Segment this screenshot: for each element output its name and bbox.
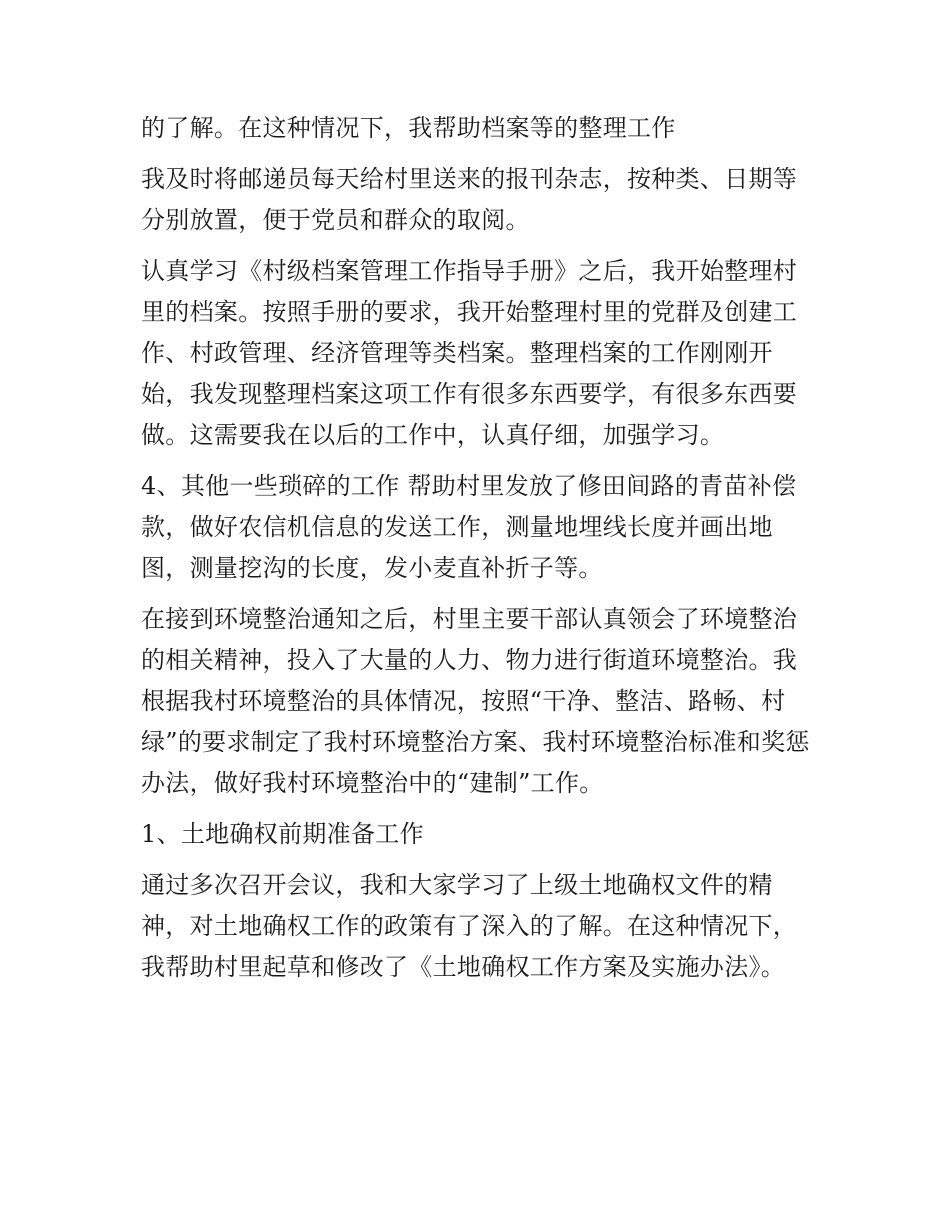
paragraph-archive-continuation: 的了解。在这种情况下，我帮助档案等的整理工作 [141,114,676,142]
paragraph-newspaper-sorting: 我及时将邮递员每天给村里送来的报刊杂志，按种类、日期等分别放置，便于党员和群众的取阅。 [141,165,798,234]
document-body [141,108,821,998]
paragraph-land-rights-meetings: 通过多次召开会议，我和大家学习了上级土地确权文件的精神，对土地确权工作的政策有了深入的了解。在这种情况下，我帮助村里起草和修改了《土地确权工作方案及实施办法》。 [141,871,798,981]
paragraph-archive-management: 认真学习《村级档案管理工作指导手册》之后，我开始整理村里的档案。按照手册的要求，我开始整理村里的党群及创建工作、村政管理、经济管理等类档案。整理档案的工作刚刚开始，我发现整理档案这项工作有很多东西要学，有很多东西要做。这需要我在以后的工作中，认真仔细，加强学习。 [141,257,798,449]
paragraph-misc-work: 4、其他一些琐碎的工作 帮助村里发放了修田间路的青苗补偿款，做好农信机信息的发送工作，测量地埋线长度并画出地图，测量挖沟的长度，发小麦直补折子等。 [141,472,797,582]
paragraph-environment-rectification: 在接到环境整治通知之后，村里主要干部认真领会了环境整治的相关精神，投入了大量的人力、物力进行街道环境整治。我根据我村环境整治的具体情况，按照“干净、整洁、路畅、村绿”的要求制定了我村环境整治方案、我村环境整治标准和奖惩办法，做好我村环境整治中的“建制”工作。 [141,605,810,797]
heading-land-rights-prep: 1、土地确权前期准备工作 [141,820,424,848]
